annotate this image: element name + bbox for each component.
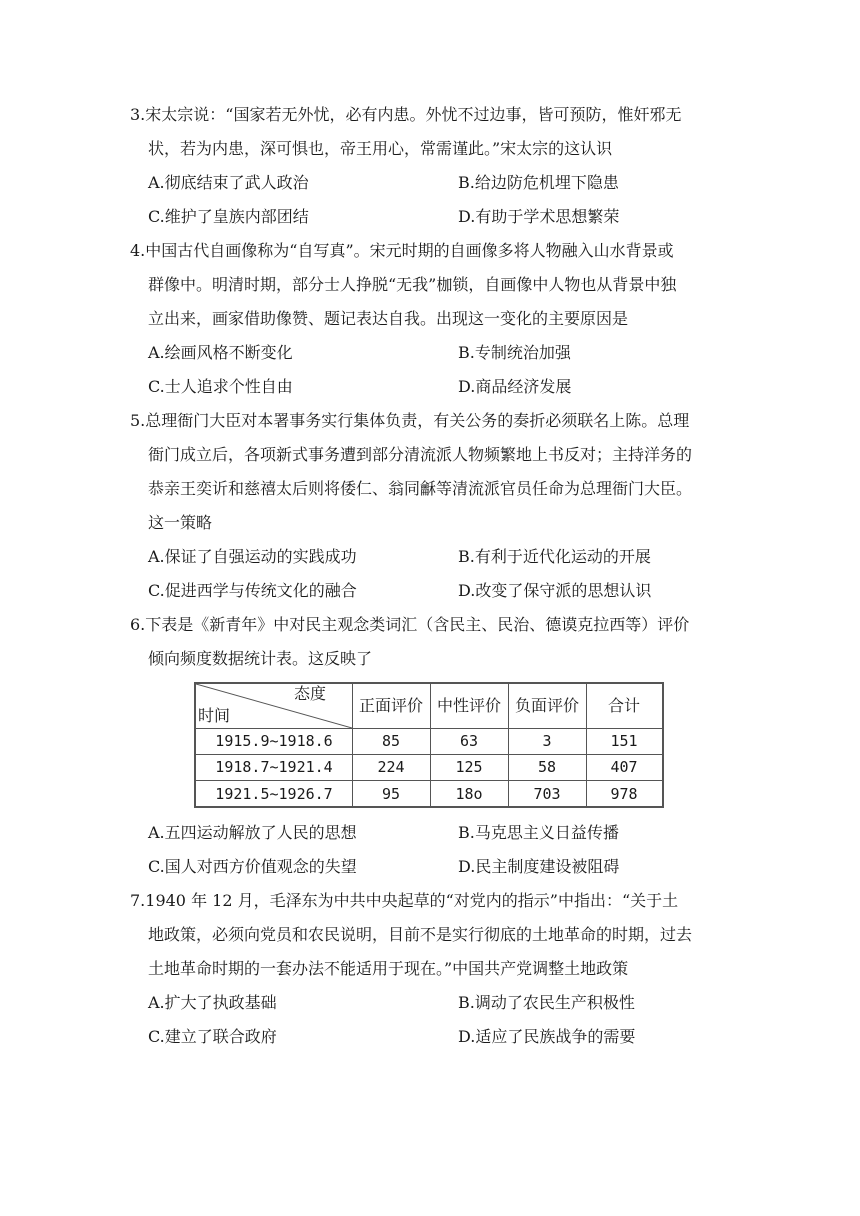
table-cell: 407 bbox=[610, 758, 638, 776]
question-5-stem-line-3: 恭亲王奕䜣和慈禧太后则将倭仁、翁同龢等清流派官员任命为总理衙门大臣。 bbox=[148, 479, 693, 498]
question-7-option-a: A.扩大了执政基础 bbox=[148, 993, 277, 1012]
table-corner-time: 时间 bbox=[198, 706, 231, 725]
question-4-stem-line-1: 4.中国古代自画像称为“自写真”。宋元时期的自画像多将人物融入山水背景或 bbox=[130, 241, 674, 260]
table-cell-period: 1918.7~1921.4 bbox=[215, 758, 333, 776]
question-7-option-c: C.建立了联合政府 bbox=[148, 1027, 277, 1046]
table-row-divider bbox=[196, 754, 662, 755]
table-cell: 58 bbox=[537, 758, 557, 776]
table-cell: 151 bbox=[610, 732, 638, 750]
question-5-option-c: C.促进西学与传统文化的融合 bbox=[148, 581, 357, 600]
question-7-stem-line-3: 土地革命时期的一套办法不能适用于现在。”中国共产党调整土地政策 bbox=[148, 959, 629, 978]
header-neutral: 中性评价 bbox=[436, 696, 501, 715]
question-7-option-b: B.调动了农民生产积极性 bbox=[458, 993, 635, 1012]
table-cell-period: 1915.9~1918.6 bbox=[215, 732, 333, 750]
question-3-option-c: C.维护了皇族内部团结 bbox=[148, 207, 309, 226]
question-4-option-b: B.专制统治加强 bbox=[458, 343, 571, 362]
question-6-option-d: D.民主制度建设被阻碍 bbox=[458, 857, 620, 876]
question-3-stem-line-1: 3.宋太宗说：“国家若无外忧，必有内患。外忧不过边事，皆可预防，惟奸邪无 bbox=[130, 105, 682, 124]
table-cell: 85 bbox=[381, 732, 401, 750]
question-7-stem-line-1: 7.1940 年 12 月，毛泽东为中共中央起草的“对党内的指示”中指出：“关于土 bbox=[130, 891, 679, 910]
table-row-divider bbox=[196, 728, 662, 729]
table-cell: 63 bbox=[459, 732, 479, 750]
question-5-stem-line-1: 5.总理衙门大臣对本署事务实行集体负责，有关公务的奏折必须联名上陈。总理 bbox=[130, 411, 690, 430]
question-6-stem-line-1: 6.下表是《新青年》中对民主观念类词汇（含民主、民治、德谟克拉西等）评价 bbox=[130, 615, 690, 634]
table-cell: 125 bbox=[455, 758, 483, 776]
table-row-divider bbox=[196, 780, 662, 781]
question-5-stem-line-2: 衙门成立后，各项新式事务遭到部分清流派人物频繁地上书反对；主持洋务的 bbox=[148, 445, 693, 464]
question-4-option-d: D.商品经济发展 bbox=[458, 377, 572, 396]
header-positive: 正面评价 bbox=[358, 696, 423, 715]
question-7-stem-line-2: 地政策，必须向党员和农民说明，目前不是实行彻底的土地革命的时期，过去 bbox=[148, 925, 693, 944]
header-total: 合计 bbox=[607, 696, 640, 715]
question-4-stem-line-2: 群像中。明清时期，部分士人挣脱“无我”枷锁，自画像中人物也从背景中独 bbox=[148, 275, 677, 294]
question-3-stem-line-2: 状，若为内患，深可惧也，帝王用心，常需谨此。”宋太宗的这认识 bbox=[148, 139, 613, 158]
question-4-option-c: C.士人追求个性自由 bbox=[148, 377, 293, 396]
question-6-option-c: C.国人对西方价值观念的失望 bbox=[148, 857, 357, 876]
question-3-option-a: A.彻底结束了武人政治 bbox=[148, 173, 309, 192]
question-6-option-b: B.马克思主义日益传播 bbox=[458, 823, 619, 842]
question-6-option-a: A.五四运动解放了人民的思想 bbox=[148, 823, 357, 842]
question-5-option-a: A.保证了自强运动的实践成功 bbox=[148, 547, 357, 566]
question-3-option-b: B.给边防危机埋下隐患 bbox=[458, 173, 619, 192]
question-5-stem-line-4: 这一策略 bbox=[148, 513, 213, 532]
question-4-stem-line-3: 立出来，画家借助像赞、题记表达自我。出现这一变化的主要原因是 bbox=[148, 309, 629, 328]
question-4-option-a: A.绘画风格不断变化 bbox=[148, 343, 293, 362]
question-5-option-d: D.改变了保守派的思想认识 bbox=[458, 581, 652, 600]
table-cell-period: 1921.5~1926.7 bbox=[215, 785, 333, 803]
table-cell: 224 bbox=[377, 758, 405, 776]
table-corner-attitude: 态度 bbox=[294, 684, 327, 703]
question-5-option-b: B.有利于近代化运动的开展 bbox=[458, 547, 651, 566]
table-cell: 703 bbox=[533, 785, 561, 803]
header-negative: 负面评价 bbox=[514, 696, 579, 715]
table-cell: 18o bbox=[455, 785, 483, 803]
table-cell: 978 bbox=[610, 785, 638, 803]
table-cell: 95 bbox=[381, 785, 401, 803]
table-cell: 3 bbox=[542, 732, 552, 750]
question-3-option-d: D.有助于学术思想繁荣 bbox=[458, 207, 620, 226]
statistics-table bbox=[194, 682, 664, 808]
question-6-stem-line-2: 倾向频度数据统计表。这反映了 bbox=[148, 649, 373, 668]
question-7-option-d: D.适应了民族战争的需要 bbox=[458, 1027, 636, 1046]
